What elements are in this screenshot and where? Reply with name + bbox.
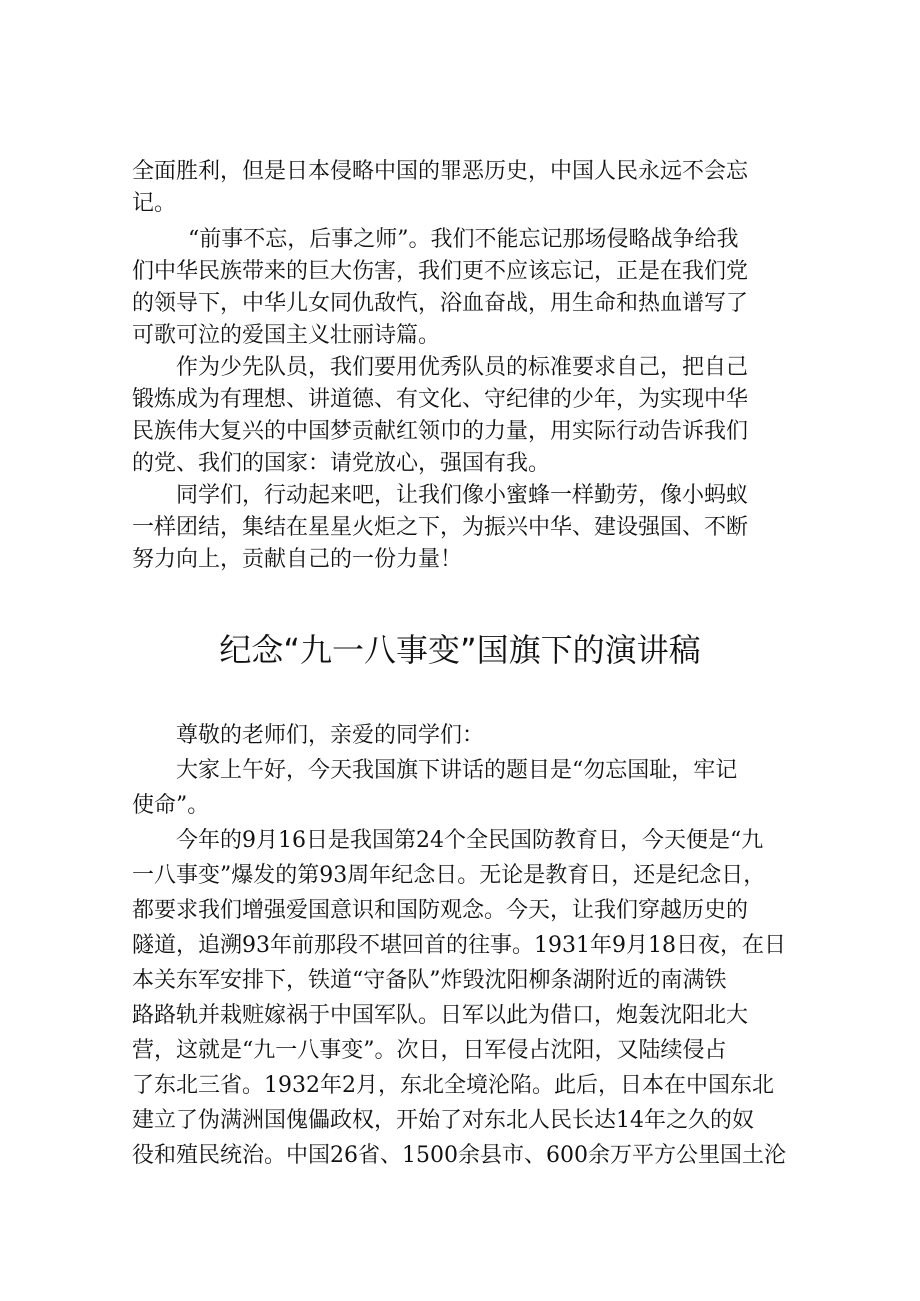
speech-title: 纪念“九一八事变”国旗下的演讲稿 <box>219 631 701 669</box>
text-line: 本关东军安排下，铁道“守备队”炸毁沈阳柳条湖附近的南满铁 <box>132 968 727 993</box>
text-line: 一样团结，集结在星星火炬之下，为振兴中华、建设强国、不断 <box>132 515 749 540</box>
text-line: “前事不忘，后事之师”。我们不能忘记那场侵略战争给我 <box>188 227 739 252</box>
text-line: 可歌可泣的爱国主义壮丽诗篇。 <box>132 323 441 348</box>
text-line: 作为少先队员，我们要用优秀队员的标准要求自己，把自己 <box>176 355 749 380</box>
text-line: 使命”。 <box>132 793 210 818</box>
text-line: 隧道，追溯93年前那段不堪回首的往事。1931年9月18日夜，在日 <box>132 933 786 958</box>
text-line: 路路轨并栽赃嫁祸于中国军队。日军以此为借口，炮轰沈阳北大 <box>132 1003 749 1028</box>
paragraph-history <box>132 823 788 1173</box>
paragraph-history-lesson <box>132 224 788 352</box>
text-line: 一八事变”爆发的第93周年纪念日。无论是教育日，还是纪念日， <box>132 863 766 888</box>
speech-section <box>132 718 788 1173</box>
paragraph-young-pioneers <box>132 352 788 480</box>
text-line: 们中华民族带来的巨大伤害，我们更不应该忘记，正是在我们党 <box>132 259 749 284</box>
text-line: 营，这就是“九一八事变”。次日，日军侵占沈阳，又陆续侵占 <box>132 1038 727 1063</box>
text-line: 役和殖民统治。中国26省、1500余县市、600余万平方公里国土沦 <box>132 1143 786 1168</box>
paragraph-victory <box>132 156 788 220</box>
text-line: 的党、我们的国家：请党放心，强国有我。 <box>132 451 551 476</box>
paragraph-call-to-action <box>132 480 788 576</box>
text-line: 了东北三省。1932年2月，东北全境沦陷。此后，日本在中国东北 <box>132 1073 774 1098</box>
text-line: 锻炼成为有理想、讲道德、有文化、守纪律的少年，为实现中华 <box>132 387 749 412</box>
text-line: 的领导下，中华儿女同仇敌忾，浴血奋战，用生命和热血谱写了 <box>132 291 749 316</box>
text-line: 都要求我们增强爱国意识和国防观念。今天，让我们穿越历史的 <box>132 898 749 923</box>
text-line: 全面胜利，但是日本侵略中国的罪恶历史，中国人民永远不会忘 <box>132 159 749 184</box>
text-line: 记。 <box>132 191 177 216</box>
paragraph-topic <box>132 753 788 823</box>
greeting: 尊敬的老师们，亲爱的同学们： <box>176 723 485 748</box>
text-line: 建立了伪满洲国傀儡政权，开始了对东北人民长达14年之久的奴 <box>132 1108 754 1133</box>
top-section <box>132 156 788 576</box>
text-line: 民族伟大复兴的中国梦贡献红领巾的力量，用实际行动告诉我们 <box>132 419 749 444</box>
text-line: 同学们，行动起来吧，让我们像小蜜蜂一样勤劳，像小蚂蚁 <box>176 483 749 508</box>
text-line: 今年的9月16日是我国第24个全民国防教育日，今天便是“九 <box>176 828 764 853</box>
text-line: 大家上午好，今天我国旗下讲话的题目是“勿忘国耻，牢记 <box>176 758 738 783</box>
text-line: 努力向上，贡献自己的一份力量！ <box>132 547 463 572</box>
